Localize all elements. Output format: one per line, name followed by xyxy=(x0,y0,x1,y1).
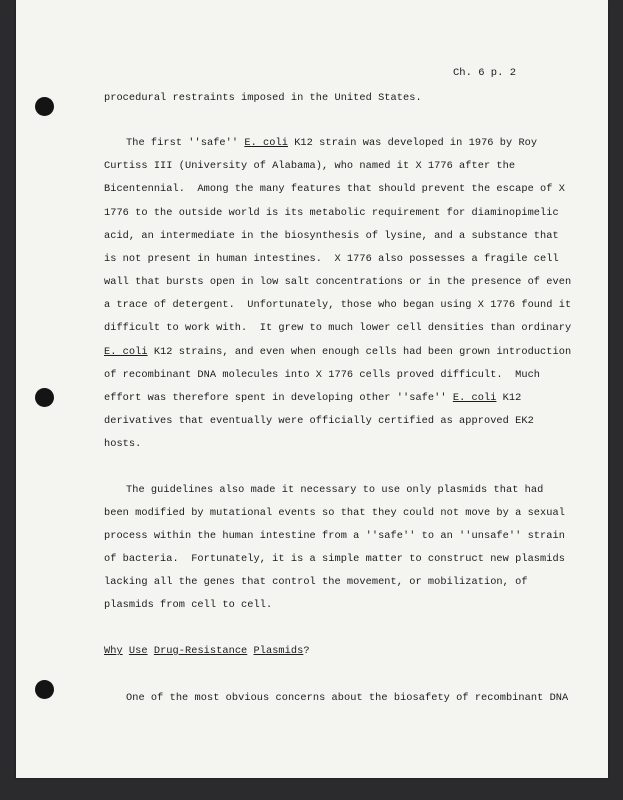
text-line: hosts. xyxy=(104,438,142,450)
text-line: process within the human intestine from a ''safe'' to an ''unsafe'' strain xyxy=(104,530,565,542)
text-line: The guidelines also made it necessary to use only plasmids that had xyxy=(126,484,544,496)
italic-term: E. coli xyxy=(104,346,148,358)
text-line: 1776 to the outside world is its metabolic requirement for diaminopimelic xyxy=(104,207,559,219)
italic-term: E. coli xyxy=(452,392,497,404)
text-line: been modified by mutational events so that they could not move by a sexual xyxy=(104,507,565,519)
text-line: E. coli K12 strains, and even when enough cells had been grown introduction xyxy=(104,346,572,358)
text-line: a trace of detergent. Unfortunately, those who began using X 1776 found it xyxy=(104,299,572,311)
page-number: Ch. 6 p. 2 xyxy=(452,67,516,79)
document-page xyxy=(16,0,608,778)
text-line: difficult to work with. It grew to much lower cell densities than ordinary xyxy=(104,322,572,334)
punch-hole xyxy=(35,97,54,116)
text-line: One of the most obvious concerns about the biosafety of recombinant DNA xyxy=(126,692,569,704)
text-line: derivatives that eventually were officially certified as approved EK2 xyxy=(104,415,534,427)
text-line: Curtiss III (University of Alabama), who named it X 1776 after the xyxy=(104,160,516,172)
text-line: The first ''safe'' E. coli K12 strain was developed in 1976 by Roy xyxy=(126,137,538,149)
text-line: Bicentennial. Among the many features that should prevent the escape of X xyxy=(104,183,565,195)
text-line: plasmids from cell to cell. xyxy=(104,599,273,611)
punch-hole xyxy=(35,680,54,699)
text-line: effort was therefore spent in developing other ''safe'' E. coli K12 xyxy=(104,392,522,404)
text-line: of bacteria. Fortunately, it is a simple matter to construct new plasmids xyxy=(104,553,565,565)
text-line: acid, an intermediate in the biosynthesis of lysine, and a substance that xyxy=(104,230,559,242)
text-line: lacking all the genes that control the movement, or mobilization, of xyxy=(104,576,528,588)
italic-term: E. coli xyxy=(244,137,288,149)
text-line: procedural restraints imposed in the United States. xyxy=(104,92,422,104)
text-line: wall that bursts open in low salt concentrations or in the presence of even xyxy=(104,276,572,288)
punch-hole xyxy=(35,388,54,407)
text-line: of recombinant DNA molecules into X 1776 cells proved difficult. Much xyxy=(104,369,541,381)
section-heading: Why Use Drug-Resistance Plasmids? xyxy=(104,645,310,657)
text-line: is not present in human intestines. X 1776 also possesses a fragile cell xyxy=(104,253,559,265)
